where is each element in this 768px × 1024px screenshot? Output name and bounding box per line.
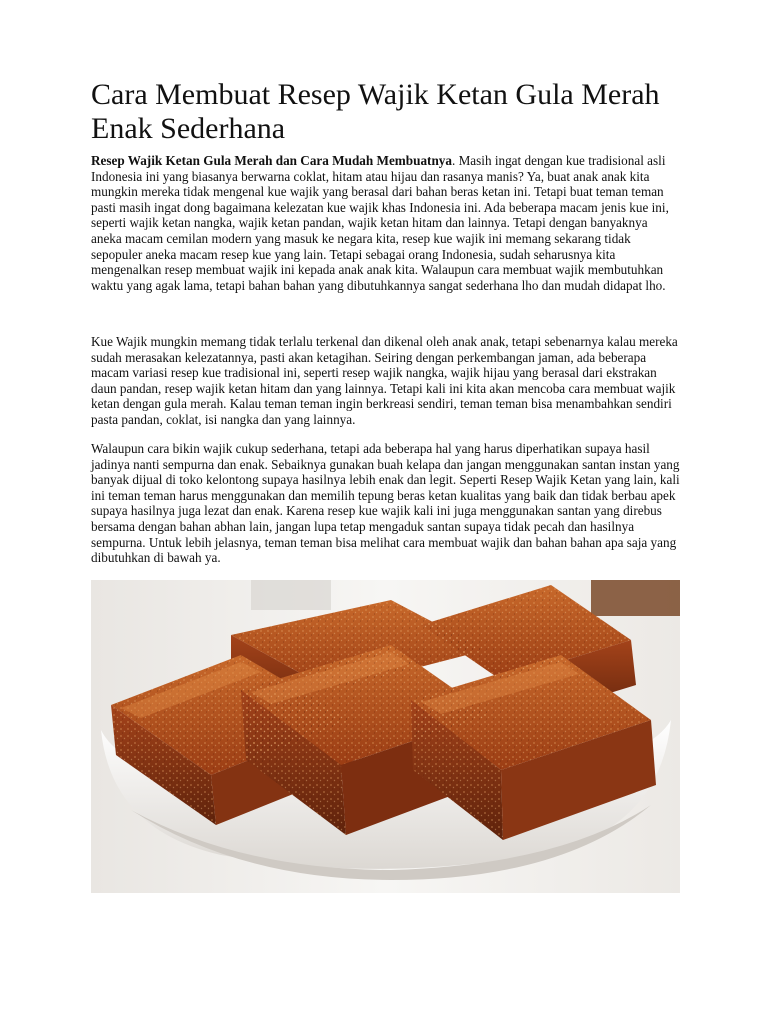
intro-paragraph (91, 153, 681, 293)
article-title: Cara Membuat Resep Wajik Ketan Gula Merah Enak Sederhana (91, 78, 660, 145)
wajik-photo (91, 580, 680, 893)
intro-text: . Masih ingat dengan kue tradisional asli Indonesia ini yang biasanya berwarna coklat, hitam atau hijau dan rasanya manis? Ya, buat anak anak kita mungkin mereka tidak mengenal kue wajik yang berasal dari bahan beras ketan ini. Tetapi buat teman teman pasti masih ingat dong bagaimana kelezatan kue wajik khas Indonesia ini. Ada beberapa macam jenis kue ini, seperti wajik ketan nangka, wajik ketan pandan, wajik ketan hitam dan lainnya. Tetapi dengan banyaknya aneka macam cemilan modern yang masuk ke negara kita, resep kue wajik ini memang sekarang tidak sepopuler aneka macam resep kue yang lain. Tetapi sebagai orang Indonesia, sudah seharusnya kita mengenalkan resep membuat wajik ini kepada anak anak kita. Walaupun cara membuat wajik membutuhkan waktu yang agak lama, tetapi bahan bahan yang dibutuhkannya sangat sederhana lho dan mudah didapat lho. (91, 153, 669, 293)
paragraph-3: Walaupun cara bikin wajik cukup sederhana, tetapi ada beberapa hal yang harus diperhatikan supaya hasil jadinya nanti sempurna dan enak. Sebaiknya gunakan buah kelapa dan jangan menggunakan santan instan yang banyak dijual di toko kelontong supaya hasilnya lebih enak dan legit. Seperti Resep Wajik Ketan yang lain, kali ini teman teman harus menggunakan dan memilih tepung beras ketan kualitas yang baik dan tidak berbau apek supaya hasilnya juga lezat dan enak. Karena resep kue wajik kali ini juga menggunakan santan yang direbus bersama dengan bahan abhan lain, jangan lupa tetap mengaduk santan supaya tidak pecah dan hasilnya sempurna. Untuk lebih jelasnya, teman teman bisa melihat cara membuat wajik dan bahan bahan apa saja yang dibutuhkan di bawah ya. (91, 441, 680, 566)
paragraph-2: Kue Wajik mungkin memang tidak terlalu terkenal dan dikenal oleh anak anak, tetapi sebenarnya kalau mereka sudah merasakan kelezatannya, pasti akan ketagihan. Seiring dengan perkembangan jaman, ada beberapa macam variasi resep kue tradisional ini, seperti resep wajik nangka, wajik hijau yang berasal dari ekstrakan daun pandan, resep wajik ketan hitam dan yang lainnya. Tetapi kali ini kita akan mencoba cara membuat wajik ketan dengan gula merah. Kalau teman teman ingin berkreasi sendiri, teman teman bisa menambahkan sendiri pasta pandan, coklat, isi nangka dan yang lainnya. (91, 334, 678, 427)
intro-bold-lead: Resep Wajik Ketan Gula Merah dan Cara Mudah Membuatnya (91, 153, 452, 168)
